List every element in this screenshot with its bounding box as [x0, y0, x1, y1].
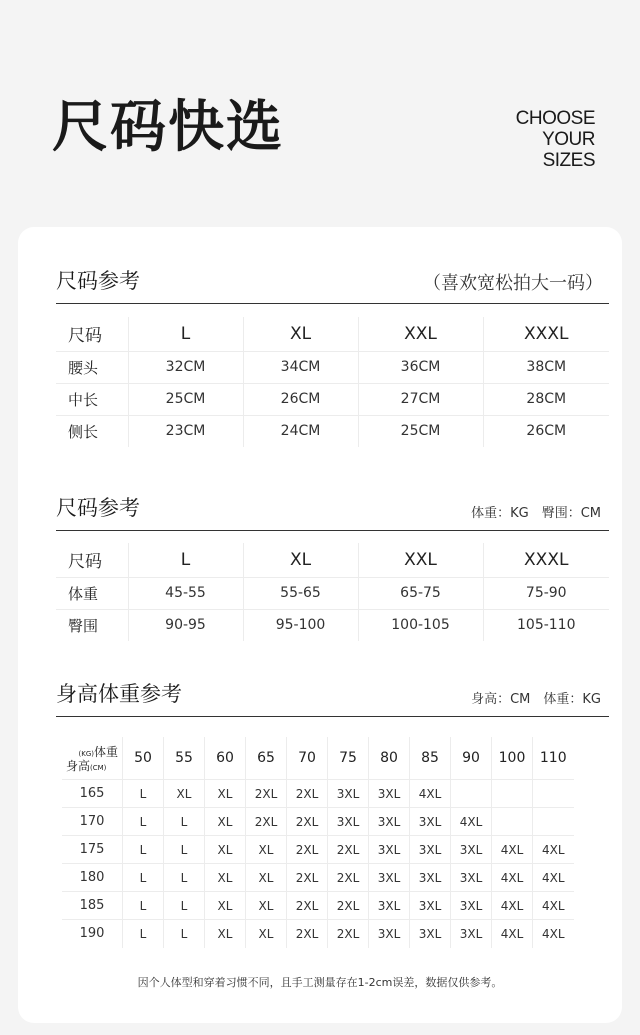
table-row [56, 415, 609, 447]
weight-cell: 50 [123, 737, 164, 780]
value-cell: 105-110 [483, 609, 609, 641]
size-cell: L [164, 892, 205, 920]
size-header-cell: XXXL [483, 317, 609, 351]
weight-cell: 100 [492, 737, 533, 780]
header-row [56, 543, 609, 577]
size-cell: 4XL [533, 892, 574, 920]
row-label: 中长 [56, 383, 128, 415]
value-cell: 27CM [358, 383, 483, 415]
value-cell: 28CM [483, 383, 609, 415]
height-label: 身高 [66, 759, 91, 773]
size-cell: L [123, 920, 164, 948]
size-cell [451, 780, 492, 808]
height-cell: 175 [62, 836, 123, 864]
table-row [62, 864, 574, 892]
value-cell: 25CM [128, 383, 243, 415]
weight-label: 体重 [93, 745, 118, 759]
size-cell: 4XL [533, 836, 574, 864]
size-cell: L [123, 780, 164, 808]
section3-note: 身高：CM 体重：KG [471, 692, 601, 707]
height-unit: (CM) [90, 764, 107, 772]
size-header-cell: XL [243, 317, 358, 351]
size-cell: L [164, 808, 205, 836]
value-cell: 90-95 [128, 609, 243, 641]
value-cell: 26CM [483, 415, 609, 447]
size-cell: 3XL [410, 920, 451, 948]
row-label: 臀围 [68, 616, 99, 635]
size-cell: L [123, 892, 164, 920]
size-cell: L [164, 920, 205, 948]
section2-header [56, 491, 609, 531]
size-cell: XL [246, 920, 287, 948]
size-cell: 4XL [492, 836, 533, 864]
size-cell: 3XL [328, 780, 369, 808]
caption-line: SIZES [542, 150, 595, 171]
size-cell: 2XL [287, 920, 328, 948]
size-cell: 3XL [369, 808, 410, 836]
size-header-cell: XXXL [483, 543, 609, 577]
value-cell: 45-55 [128, 577, 243, 609]
size-cell [492, 808, 533, 836]
size-cell: XL [205, 808, 246, 836]
height-cell: 190 [79, 926, 105, 942]
weight-cell: 85 [410, 737, 451, 780]
size-table-weight-hip [56, 543, 609, 641]
row-label: 侧长 [68, 422, 99, 441]
size-cell: 2XL [328, 864, 369, 892]
row-label: 尺码 [56, 317, 128, 351]
weight-cell: 80 [369, 737, 410, 780]
table-row [62, 920, 574, 948]
section1-note: （喜欢宽松拍大一码） [423, 273, 603, 294]
section1-title: 尺码参考 [56, 269, 140, 293]
section1-header [56, 264, 609, 304]
caption-line: CHOOSE [515, 108, 595, 129]
size-cell: 4XL [451, 808, 492, 836]
weight-cell: 65 [246, 737, 287, 780]
size-cell: 4XL [533, 920, 574, 948]
size-cell: XL [205, 920, 246, 948]
size-cell [533, 780, 574, 808]
size-cell: 2XL [287, 836, 328, 864]
choose-your-sizes-caption [516, 108, 595, 171]
size-cell: 3XL [451, 920, 492, 948]
size-cell: XL [246, 836, 287, 864]
value-cell: 25CM [358, 415, 483, 447]
value-cell: 65-75 [358, 577, 483, 609]
row-label: 体重 [56, 577, 128, 609]
value-cell: 32CM [128, 351, 243, 383]
size-cell: XL [205, 836, 246, 864]
size-cell: 2XL [328, 920, 369, 948]
size-cell: 2XL [246, 780, 287, 808]
size-cell: 4XL [492, 920, 533, 948]
size-header-cell: L [128, 543, 243, 577]
value-cell: 36CM [358, 351, 483, 383]
value-cell: 55-65 [243, 577, 358, 609]
size-cell: 4XL [410, 780, 451, 808]
size-cell: 2XL [287, 808, 328, 836]
size-header-cell: XL [243, 543, 358, 577]
table-row [56, 577, 609, 609]
size-cell: 3XL [410, 808, 451, 836]
size-cell: XL [205, 892, 246, 920]
value-cell: 38CM [483, 351, 609, 383]
table-row [62, 808, 574, 836]
height-axis-label [66, 757, 106, 774]
table-row [62, 780, 574, 808]
size-cell [533, 808, 574, 836]
value-cell: 26CM [243, 383, 358, 415]
size-cell: 3XL [369, 836, 410, 864]
weight-cell: 90 [451, 737, 492, 780]
size-cell: 3XL [410, 836, 451, 864]
size-cell [492, 780, 533, 808]
section3-title: 身高体重参考 [56, 682, 182, 706]
size-cell: 4XL [492, 892, 533, 920]
table-row [62, 836, 574, 864]
section2-title: 尺码参考 [56, 496, 140, 520]
weight-cell: 55 [164, 737, 205, 780]
weight-header-row [62, 737, 574, 780]
value-cell: 34CM [243, 351, 358, 383]
size-cell: XL [205, 780, 246, 808]
size-cell: 4XL [533, 864, 574, 892]
size-cell: XL [164, 780, 205, 808]
size-header-cell: XXL [358, 543, 483, 577]
size-cell: 3XL [328, 808, 369, 836]
section2-note: 体重：KG 臀围：CM [471, 506, 601, 521]
size-cell: 3XL [369, 892, 410, 920]
size-cell: 3XL [451, 892, 492, 920]
weight-cell: 110 [533, 737, 574, 780]
size-cell: 2XL [328, 892, 369, 920]
table-row [56, 351, 609, 383]
page-title: 尺码快选 [52, 95, 284, 160]
size-cell: 3XL [369, 780, 410, 808]
height-weight-table [62, 737, 574, 948]
size-cell: L [123, 836, 164, 864]
size-cell: XL [205, 864, 246, 892]
size-cell: 2XL [328, 836, 369, 864]
weight-cell: 60 [205, 737, 246, 780]
height-cell: 185 [62, 892, 123, 920]
caption-line: YOUR [542, 129, 595, 150]
size-cell: L [164, 864, 205, 892]
height-cell: 165 [62, 780, 123, 808]
corner-cell [62, 737, 123, 780]
value-cell: 95-100 [243, 609, 358, 641]
size-cell: 2XL [287, 780, 328, 808]
row-label: 腰头 [56, 351, 128, 383]
value-cell: 23CM [128, 415, 243, 447]
footnote: 因个人体型和穿着习惯不同，且手工测量存在1-2cm误差，数据仅供参考。 [137, 976, 503, 989]
height-cell: 170 [62, 808, 123, 836]
size-cell: 3XL [410, 864, 451, 892]
size-cell: 4XL [492, 864, 533, 892]
table-row [56, 383, 609, 415]
size-cell: 3XL [451, 864, 492, 892]
value-cell: 24CM [243, 415, 358, 447]
size-cell: 2XL [246, 808, 287, 836]
weight-cell: 70 [287, 737, 328, 780]
table-row [56, 609, 609, 641]
size-cell: L [123, 808, 164, 836]
section3-header [56, 677, 609, 717]
size-header-cell: L [128, 317, 243, 351]
size-cell: XL [246, 864, 287, 892]
height-cell: 180 [62, 864, 123, 892]
row-label: 尺码 [56, 543, 128, 577]
value-cell: 100-105 [358, 609, 483, 641]
weight-cell: 75 [328, 737, 369, 780]
size-cell: 3XL [369, 864, 410, 892]
size-cell: L [164, 836, 205, 864]
weight-unit: (KG) [78, 750, 94, 758]
size-cell: XL [246, 892, 287, 920]
size-table-measurements [56, 317, 609, 447]
size-header-cell: XXL [358, 317, 483, 351]
value-cell: 75-90 [483, 577, 609, 609]
size-cell: L [123, 864, 164, 892]
size-cell: 2XL [287, 892, 328, 920]
size-cell: 2XL [287, 864, 328, 892]
table-row [62, 892, 574, 920]
size-cell: 3XL [369, 920, 410, 948]
header-row [56, 317, 609, 351]
size-card [18, 227, 622, 1023]
size-cell: 3XL [451, 836, 492, 864]
size-cell: 3XL [410, 892, 451, 920]
